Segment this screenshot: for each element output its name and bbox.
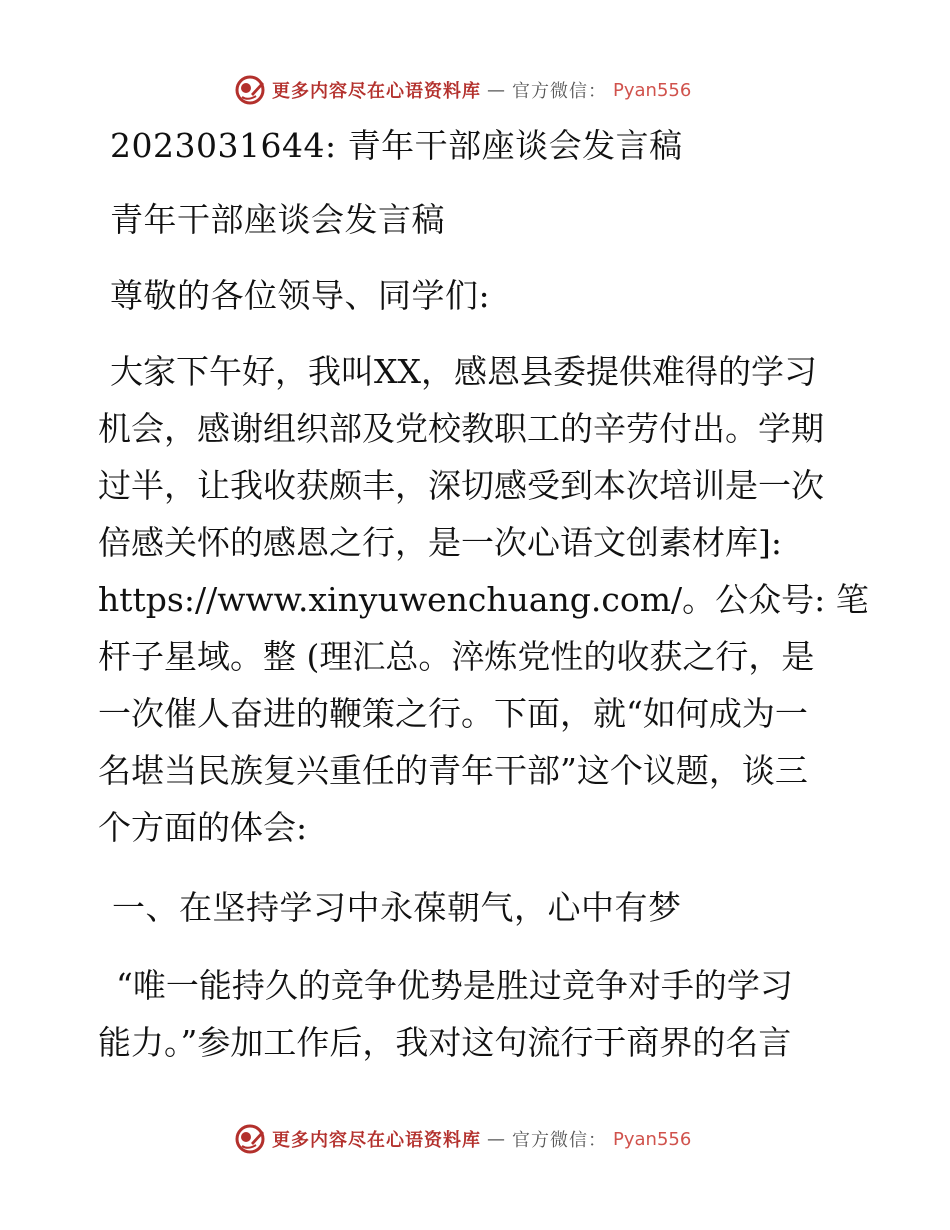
header-watermark — [234, 73, 691, 107]
watermark-wechat-id: Pyan556 — [613, 1128, 692, 1150]
paragraph-line: 杆子星域。整 (理汇总。淬炼党性的收获之行，是 — [98, 637, 815, 676]
section-heading: 一、在坚持学习中永葆朝气，心中有梦 — [112, 888, 682, 927]
footer-watermark — [234, 1122, 691, 1156]
watermark-text: 更多内容尽在心语资料库 — [272, 81, 481, 102]
body-paragraph — [98, 343, 869, 856]
document-subtitle: 青年干部座谈会发言稿 — [110, 200, 445, 239]
paragraph-line: 个方面的体会: — [98, 808, 308, 847]
paragraph-line: 一次催人奋进的鞭策之行。下面，就“如何成为一 — [98, 694, 808, 733]
watermark-wechat-id: Pyan556 — [613, 79, 692, 101]
brand-logo-icon — [234, 74, 266, 106]
paragraph-line-url: https://www.xinyuwenchuang.com/。公众号: 笔 — [98, 580, 869, 619]
body-paragraph — [98, 957, 850, 1071]
brand-logo-icon — [234, 1123, 266, 1155]
paragraph-line: 名堪当民族复兴重任的青年干部”这个议题，谈三 — [98, 751, 808, 790]
paragraph-line: 能力。”参加工作后，我对这句流行于商界的名言 — [98, 1023, 792, 1062]
watermark-separator: — — [487, 1128, 506, 1150]
paragraph-line: 倍感关怀的感恩之行，是一次心语文创素材库]: — [98, 523, 782, 562]
document-title: 2023031644: 青年干部座谈会发言稿 — [110, 126, 683, 165]
watermark-wechat-label: 官方微信： — [512, 81, 607, 102]
paragraph-line: 大家下午好，我叫XX，感恩县委提供难得的学习 — [110, 352, 817, 391]
salutation: 尊敬的各位领导、同学们: — [110, 276, 491, 315]
watermark-text: 更多内容尽在心语资料库 — [272, 1130, 481, 1151]
paragraph-line: “唯一能持久的竞争优势是胜过竞争对手的学习 — [116, 966, 793, 1005]
watermark-wechat-label: 官方微信： — [512, 1130, 607, 1151]
paragraph-line: 过半，让我收获颇丰，深切感受到本次培训是一次 — [98, 466, 824, 505]
paragraph-line: 机会，感谢组织部及党校教职工的辛劳付出。学期 — [98, 409, 824, 448]
watermark-separator: — — [487, 79, 506, 101]
